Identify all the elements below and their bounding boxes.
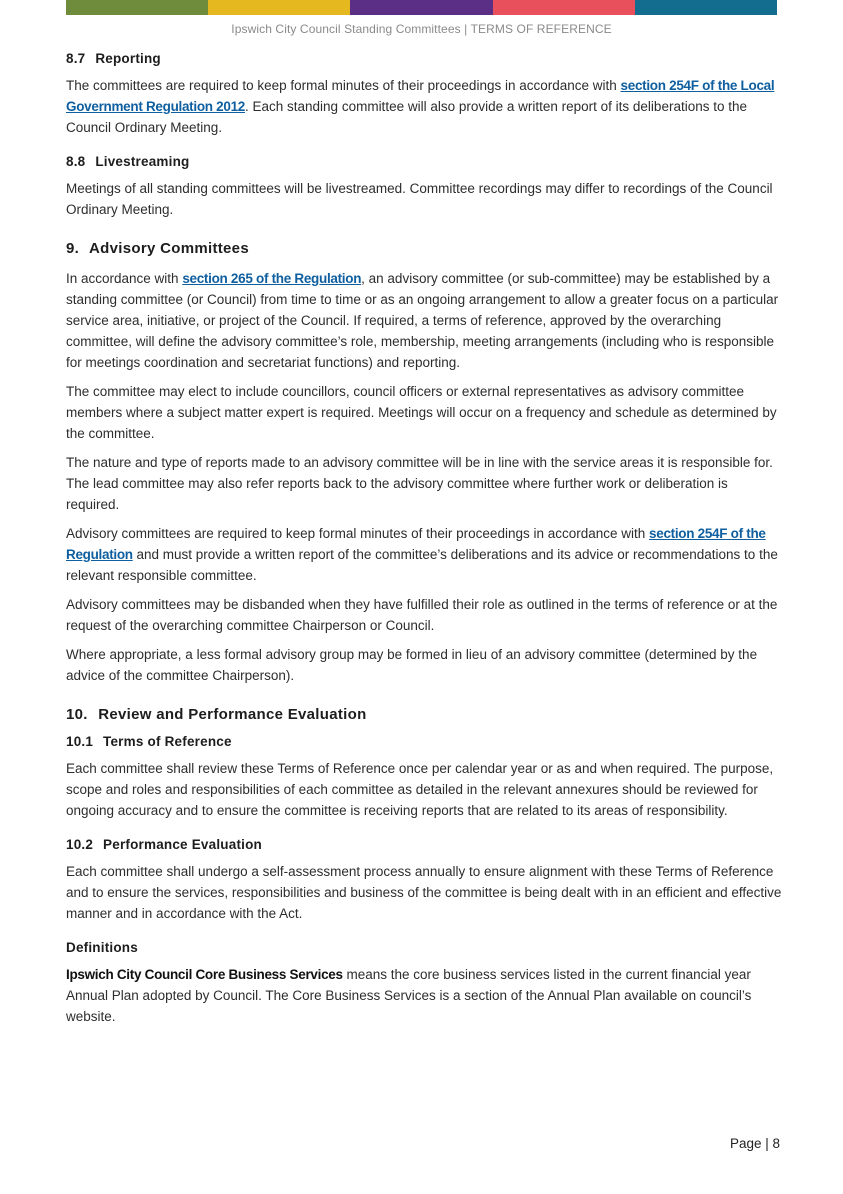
section-8-8-heading <box>66 154 782 169</box>
paragraph: Each committee shall review these Terms of Reference once per calendar year or as and when required. The purpose, scope and roles and responsibilities of each committee as detailed in the relevant annexures should be reviewed for ongoing accuracy and to ensure the committee is receiving reports that are related to its areas of responsibility. <box>66 761 774 818</box>
paragraph: Each committee shall undergo a self-assessment process annually to ensure alignment with these Terms of Reference and to ensure the services, responsibilities and business of the committee is being dealt with in an efficient and effective manner and in accordance with the Act. <box>66 864 782 921</box>
text: and must provide a written report of the committee’s deliberations and its advice or recommendations to the relevant responsible committee. <box>66 547 778 583</box>
section-number: 10.1 <box>66 734 94 749</box>
text: In accordance with <box>66 271 183 286</box>
paragraph <box>66 75 782 138</box>
section-number: 10.2 <box>66 837 94 852</box>
definitions-heading: Definitions <box>66 940 138 955</box>
paragraph: The nature and type of reports made to an advisory committee will be in line with the service areas it is responsible for. The lead committee may also refer reports back to the advisory committee where further work or deliberation is required. <box>66 455 773 512</box>
section-10-heading <box>66 706 782 723</box>
paragraph: Advisory committees may be disbanded when they have fulfilled their role as outlined in the terms of reference or at the request of the overarching committee Chairperson or Council. <box>66 597 778 633</box>
text: , an advisory committee (or sub-committee) may be established by a standing committee (or Council) from time to time or as an ongoing arrangement to allow a greater focus on a particular service area, initiative, or project of the Council. If required, a terms of reference, approved by the overarching committee, will define the advisory committee’s role, membership, meeting arrangements (including who is responsible for meetings coordination and secretariat functions) and reporting. <box>66 271 779 370</box>
section-9-heading <box>66 240 782 257</box>
brand-bar-segment-green <box>66 0 208 15</box>
text: . Each standing committee will also provide a written report of its deliberations to the Council Ordinary Meeting. <box>66 99 747 135</box>
text: The committees are required to keep formal minutes of their proceedings in accordance with <box>66 78 621 93</box>
brand-bar-segment-red <box>493 0 635 15</box>
section-title: Performance Evaluation <box>103 837 262 852</box>
brand-bar-segment-yellow <box>208 0 350 15</box>
document-body <box>66 51 782 1035</box>
section-title: Reporting <box>95 51 161 66</box>
text: Advisory committees are required to keep formal minutes of their proceedings in accordance with <box>66 526 650 541</box>
section-number: 8.7 <box>66 51 86 66</box>
section-title: Livestreaming <box>95 154 190 169</box>
paragraph: Where appropriate, a less formal advisory group may be formed in lieu of an advisory committee (determined by the advice of the committee Chairperson). <box>66 647 758 683</box>
brand-color-bar <box>66 0 777 15</box>
section-title: Review and Performance Evaluation <box>98 706 367 723</box>
definition-text: means the core business services listed in the current financial year Annual Plan adopted by Council. The Core Business Services is a section of the Annual Plan available on council’s website. <box>66 967 752 1024</box>
section-10-1-heading <box>66 734 782 749</box>
brand-bar-segment-purple <box>350 0 492 15</box>
section-title: Advisory Committees <box>89 240 249 257</box>
running-header: Ipswich City Council Standing Committees | TERMS OF REFERENCE <box>231 22 612 36</box>
paragraph: The committee may elect to include councillors, council officers or external representatives as advisory committee members where a subject matter expert is required. Meetings will occur on a frequency and schedule as determined by the committee. <box>66 384 777 441</box>
regulation-link[interactable]: section 254F of the Local Government Regulation 2012 <box>66 78 775 114</box>
defined-term: Ipswich City Council Core Business Services <box>66 967 343 982</box>
section-10-2-heading <box>66 837 782 852</box>
page-number: Page | 8 <box>729 1136 780 1151</box>
regulation-link[interactable]: section 265 of the Regulation <box>182 271 362 286</box>
paragraph <box>66 523 782 586</box>
section-title: Terms of Reference <box>103 734 232 749</box>
brand-bar-segment-teal <box>635 0 777 15</box>
section-number: 10. <box>66 706 88 723</box>
section-number: 9. <box>66 240 80 257</box>
definition-paragraph <box>66 964 782 1027</box>
section-number: 8.8 <box>66 154 86 169</box>
paragraph <box>66 268 782 373</box>
section-8-7-heading <box>66 51 782 66</box>
paragraph: Meetings of all standing committees will be livestreamed. Committee recordings may differ to recordings of the Council Ordinary Meeting. <box>66 181 773 217</box>
regulation-link[interactable]: section 254F of the Regulation <box>66 526 766 562</box>
